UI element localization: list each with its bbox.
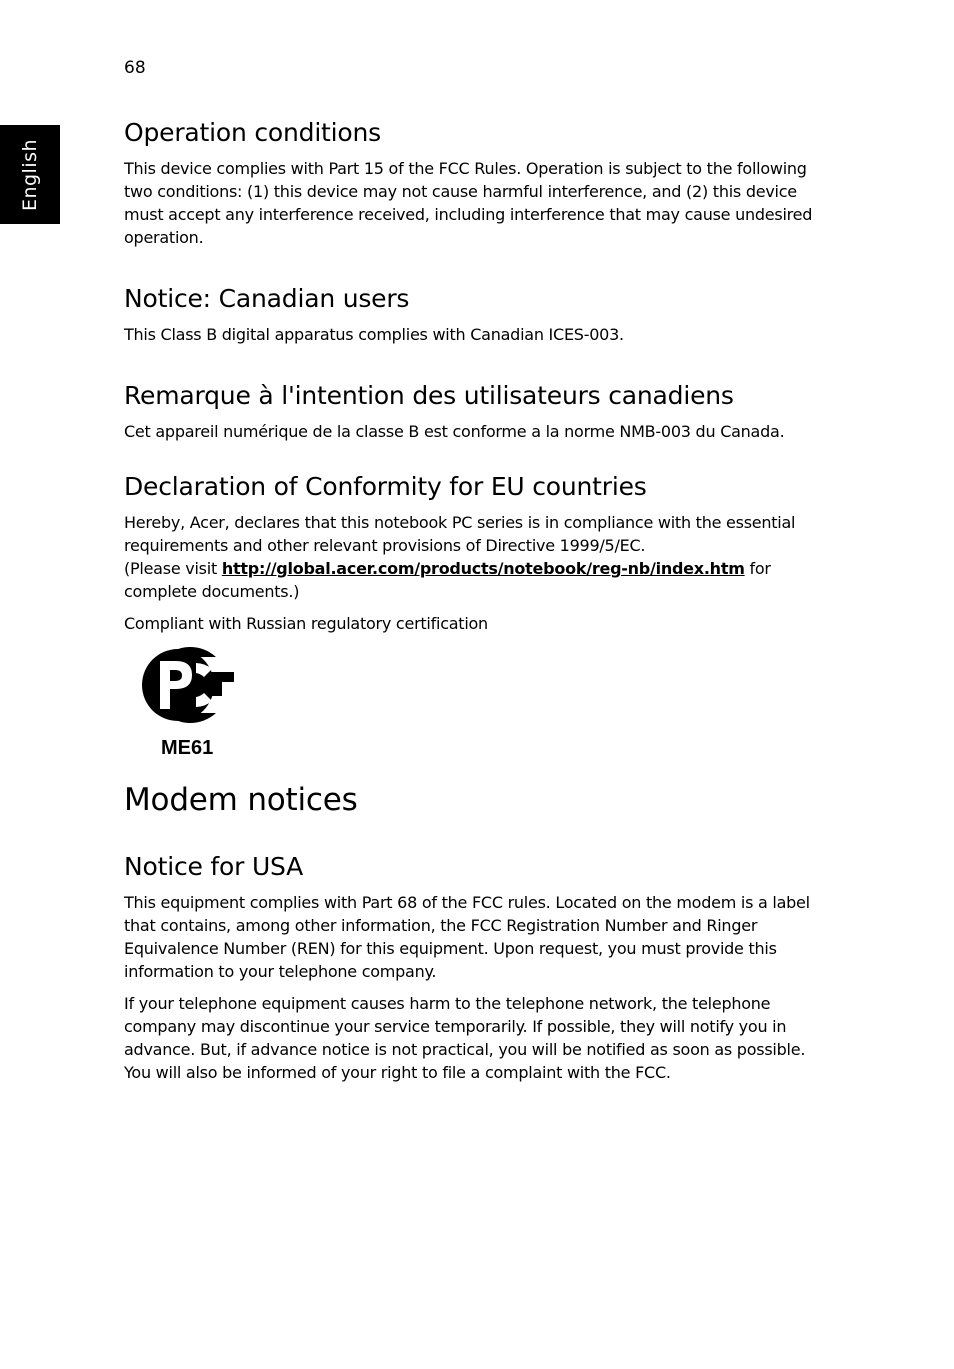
notice-usa-heading: Notice for USA bbox=[124, 852, 304, 881]
eu-conformity-body bbox=[124, 511, 814, 603]
acer-regulatory-link[interactable]: http://global.acer.com/products/notebook/reg-nb/index.htm bbox=[221, 559, 745, 578]
russian-certification-logo bbox=[130, 643, 260, 768]
eu-visit-suffix: for complete documents.) bbox=[124, 559, 771, 601]
eu-conformity-body-line1: Hereby, Acer, declares that this notebook PC series is in compliance with the essential requirements and other relevant provisions of Directive 1999/5/EC. bbox=[124, 513, 796, 555]
eu-visit-prefix: (Please visit bbox=[124, 559, 222, 578]
russian-certification-note: Compliant with Russian regulatory certification bbox=[124, 614, 488, 633]
page-number: 68 bbox=[124, 58, 146, 78]
modem-notices-title: Modem notices bbox=[124, 782, 358, 818]
canadian-users-body: This Class B digital apparatus complies with Canadian ICES-003. bbox=[124, 325, 624, 344]
remarque-heading: Remarque à l'intention des utilisateurs canadiens bbox=[124, 381, 734, 410]
canadian-users-heading: Notice: Canadian users bbox=[124, 284, 410, 313]
page-content bbox=[124, 116, 814, 1084]
operation-conditions-heading: Operation conditions bbox=[124, 118, 381, 147]
pct-logo-icon bbox=[130, 643, 240, 727]
eu-conformity-heading: Declaration of Conformity for EU countries bbox=[124, 472, 647, 501]
remarque-body: Cet appareil numérique de la classe B est conforme a la norme NMB-003 du Canada. bbox=[124, 422, 785, 441]
language-side-tab-label: English bbox=[19, 138, 41, 212]
operation-conditions-body: This device complies with Part 15 of the FCC Rules. Operation is subject to the following two conditions: (1) this device may not cause harmful interference, and (2) this device must accept any interference received, including interference that may cause undesired operation. bbox=[124, 159, 813, 247]
notice-usa-body-1: This equipment complies with Part 68 of the FCC rules. Located on the modem is a label that contains, among other information, the FCC Registration Number and Ringer Equivalence Number (REN) for this equipment. Upon request, you must provide this information to your telephone company. bbox=[124, 893, 810, 981]
language-side-tab bbox=[0, 125, 60, 224]
notice-usa-body-2: If your telephone equipment causes harm to the telephone network, the telephone company may discontinue your service temporarily. If possible, they will notify you in advance. But, if advance notice is not practical, you will be notified as soon as possible. You will also be informed of your right to file a complaint with the FCC. bbox=[124, 994, 806, 1082]
certification-code: ME61 bbox=[161, 737, 214, 759]
